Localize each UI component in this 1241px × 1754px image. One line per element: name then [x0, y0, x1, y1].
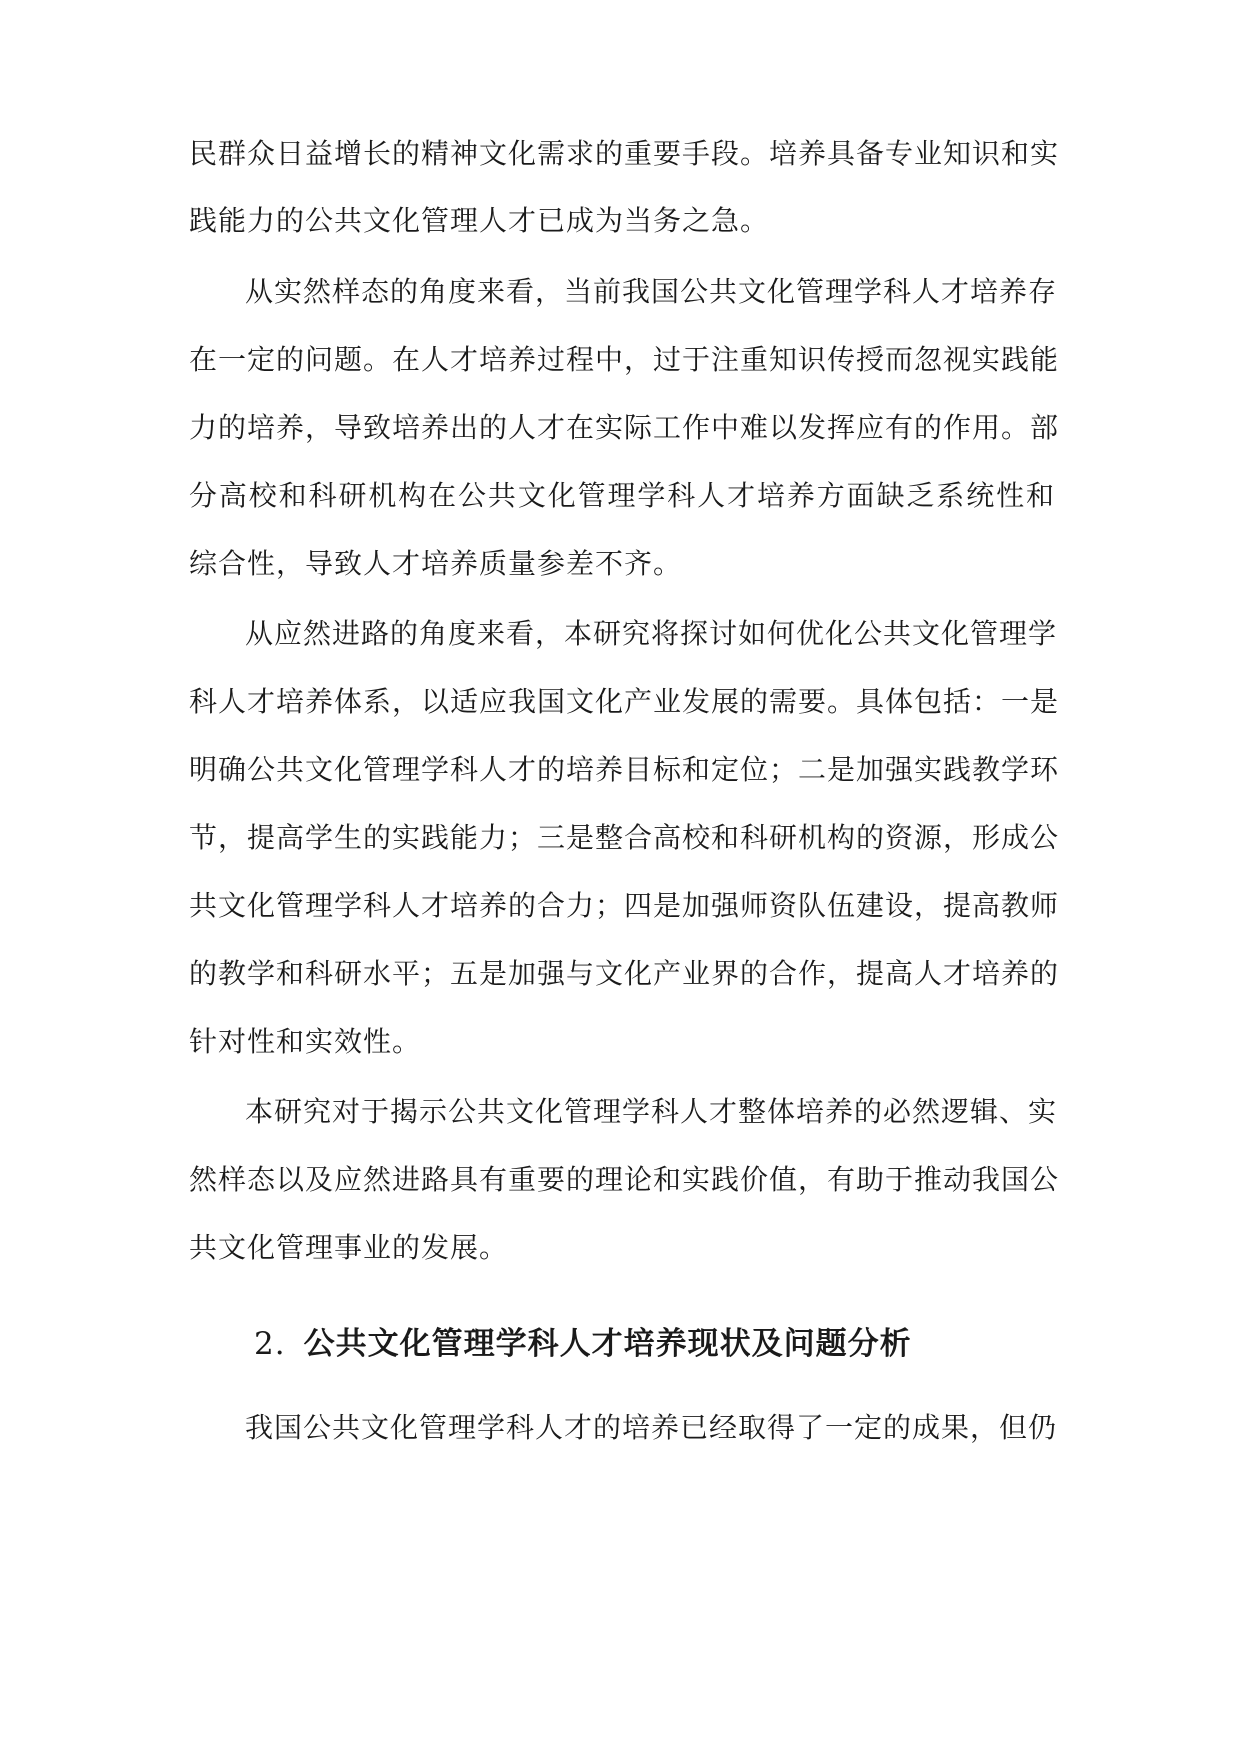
paragraph-line: 节，提高学生的实践能力；三是整合高校和科研机构的资源，形成公	[189, 821, 1060, 854]
paragraph-line: 共文化管理事业的发展。	[189, 1231, 509, 1264]
section-heading	[254, 1322, 1054, 1366]
paragraph-line: 从实然样态的角度来看，当前我国公共文化管理学科人才培养存	[245, 275, 1058, 308]
paragraph-line: 科人才培养体系，以适应我国文化产业发展的需要。具体包括：一是	[189, 685, 1060, 718]
paragraph-line: 然样态以及应然进路具有重要的理论和实践价值，有助于推动我国公	[189, 1163, 1060, 1196]
paragraph-line: 明确公共文化管理学科人才的培养目标和定位；二是加强实践教学环	[189, 753, 1060, 786]
section-title: 公共文化管理学科人才培养现状及问题分析	[303, 1326, 912, 1362]
paragraph-line: 本研究对于揭示公共文化管理学科人才整体培养的必然逻辑、实	[245, 1095, 1058, 1128]
paragraph-line: 从应然进路的角度来看，本研究将探讨如何优化公共文化管理学	[245, 617, 1058, 650]
paragraph-line: 针对性和实效性。	[189, 1025, 422, 1058]
paragraph-line: 综合性，导致人才培养质量参差不齐。	[189, 547, 683, 580]
paragraph-line: 践能力的公共文化管理人才已成为当务之急。	[189, 204, 770, 237]
paragraph-line: 共文化管理学科人才培养的合力；四是加强师资队伍建设，提高教师	[189, 889, 1060, 922]
paragraph-line: 我国公共文化管理学科人才的培养已经取得了一定的成果，但仍	[245, 1411, 1058, 1444]
paragraph-line: 民群众日益增长的精神文化需求的重要手段。培养具备专业知识和实	[189, 137, 1060, 170]
paragraph-line: 分高校和科研机构在公共文化管理学科人才培养方面缺乏系统性和	[189, 479, 1055, 512]
section-number: 2.	[254, 1326, 286, 1362]
paragraph-line: 力的培养，导致培养出的人才在实际工作中难以发挥应有的作用。部	[189, 411, 1060, 444]
paragraph-line: 的教学和科研水平；五是加强与文化产业界的合作，提高人才培养的	[189, 957, 1060, 990]
paragraph-line: 在一定的问题。在人才培养过程中，过于注重知识传授而忽视实践能	[189, 343, 1060, 376]
